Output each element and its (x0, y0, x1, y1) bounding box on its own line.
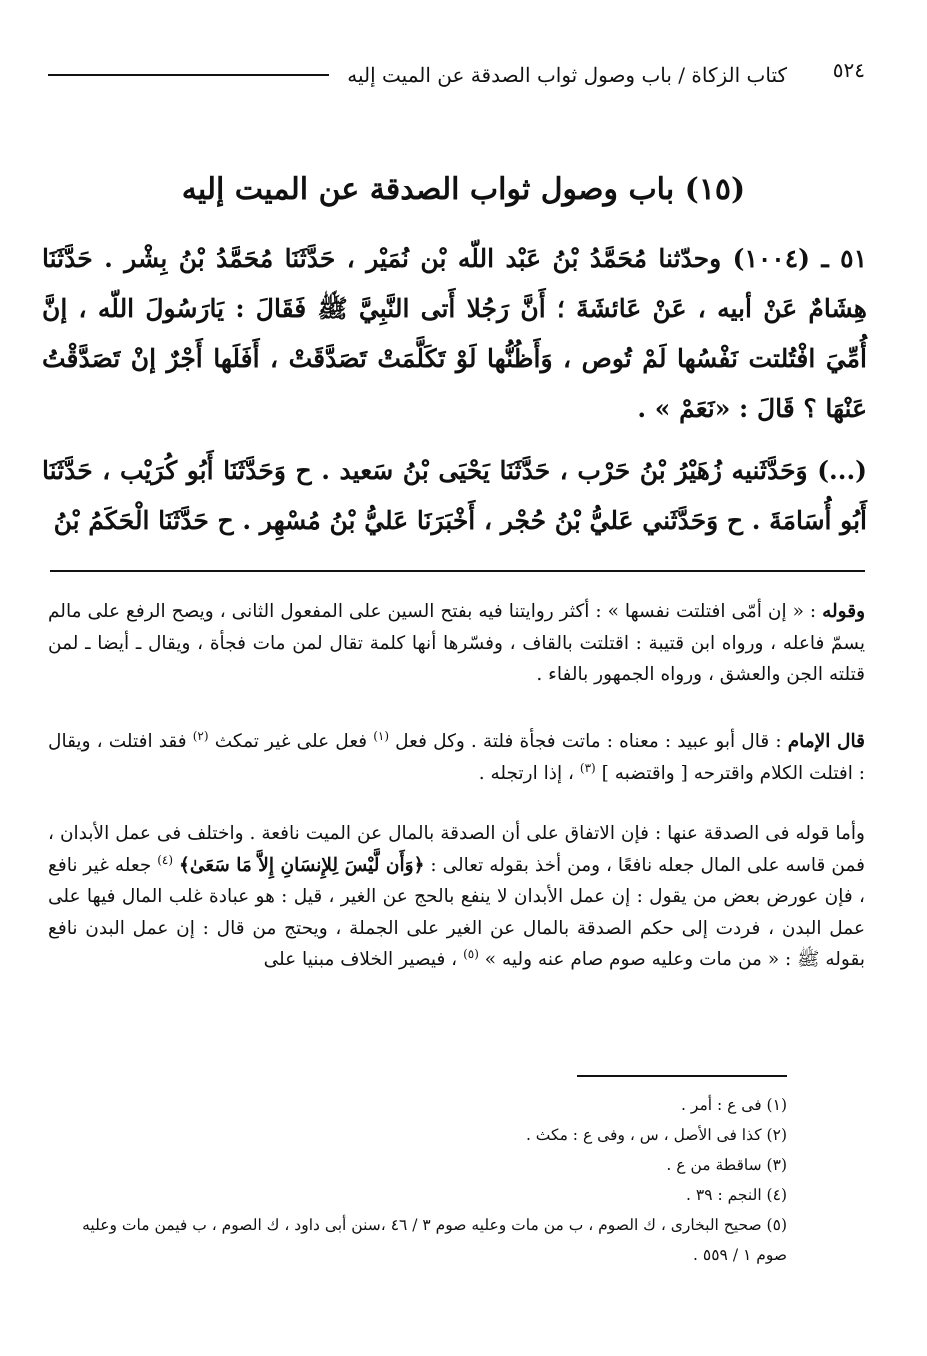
commentary-text: ، إذا ارتجله . (478, 762, 574, 784)
commentary-text: : قال أبو عبيد : معناه : ماتت فجأة فلتة . وكل فعل (395, 731, 782, 752)
hadith-text: ٥١ ـ (١٠٠٤) وحدّثنا مُحَمَّدُ بْنُ عَبْد اللّه بْن نُمَيْر ، حَدَّثَنَا مُحَمَّدُ بْنُ بِشْر . حَدَّثَنَا هِشَامٌ عَنْ أبيه ، عَنْ عَائشَةَ ؛ أَنَّ رَجُلا أَتى النَّبِيَّ ﷺ فَقَالَ : يَارَسُولَ اللّه ، إنَّ أُمِّيَ افْتُلتت نَفْسُها لَمْ تُوص ، وَأَظُنُّها لَوْ تَكَلَّمَتْ تَصَدَّقَتْ ، أَفَلَها أَجْرٌ إنْ تَصَدَّقْتُ عَنْهَا ؟ قَالَ : «نَعَمْ » . (42, 244, 868, 423)
commentary-paragraph (48, 596, 865, 691)
footnote-ref[interactable]: (٤) (157, 852, 174, 867)
commentary-lead: قال الإمام (787, 731, 865, 752)
running-header (30, 58, 787, 92)
header-rule (48, 74, 329, 76)
text-divider (50, 570, 865, 572)
footnote-ref[interactable]: (٣) (579, 760, 596, 775)
footnote: (٢) كذا فى الأصل ، س ، وفى ع : مكث . (525, 1126, 787, 1144)
commentary-paragraph (48, 818, 865, 976)
footnote: (١) فى ع : أمر . (681, 1096, 787, 1114)
footnote: (٣) ساقطة من ع . (666, 1156, 787, 1174)
commentary-text: : « إن أمّى افتلتت نفسها » : أكثر روايتنا فيه بفتح السين على المفعول الثانى ، ويصح الرفع على مالم يسمّ فاعله ، ورواه ابن قتيبة : اقتلتت بالقاف ، وفسّرها أنها كلمة تقال لمن مات فجأة ، ويقال ـ أيضا ـ لمن قتلته الجن والعشق ، ورواه الجمهور بالفاء . (48, 601, 865, 685)
page-number: ٥٢٤ (832, 58, 865, 82)
commentary-lead: وقوله (822, 601, 865, 622)
footnote-ref[interactable]: (٥) (463, 946, 479, 961)
footnote-divider (577, 1075, 787, 1077)
chapter-title: (١٥) باب وصول ثواب الصدقة عن الميت إليه (181, 172, 746, 207)
commentary-text: وأما قوله فى الصدقة عنها : فإن الاتفاق على أن الصدقة بالمال عن الميت نافعة . واختلف فى عمل الأبدان ، فمن قاسه على المال جعله نافعًا ، ومن أخذ بقوله تعالى : (48, 823, 865, 876)
commentary-text: فعل على غير تمكث (214, 731, 368, 752)
commentary-paragraph (48, 726, 865, 789)
hadith-chain-text: (...) وَحَدَّثَنيه زُهَيْرُ بْنُ حَرْب ، حَدَّثَنَا يَحْيَى بْنُ سَعيد . ح وَحَدَّثَنَا أَبُو كُرَيْب ، حَدَّثَنَا أَبُو أُسَامَةَ . ح وَحَدَّثَني عَليُّ بْنُ حُجْر ، أَخْبَرَنَا عَليُّ بْنُ مُسْهِر . ح حَدَّثَنَا الْحَكَمُ بْنُ (42, 456, 867, 535)
quran-verse: ﴿وَأَن لَّيْسَ لِلإِنسَانِ إِلاَّ مَا سَعَىٰ﴾ (179, 854, 425, 876)
commentary-text: جعله غير نافع ، فإن عورض بعض من يقول : إن عمل الأبدان لا ينفع بالحج عن الغير ، قيل : هو عبادة غلب المال فيها على عمل البدن ، فردت إلى حكم الصدقة بالمال عن الغير على الجملة ، ويحتج من قال : إن عمل البدن نافع بقوله ﷺ : « من مات وعليه صوم صام عنه وليه » (48, 854, 865, 970)
footnote: (٥) صحيح البخارى ، ك الصوم ، ب من مات وعليه صوم ٣ / ٤٦ ،سنن أبى داود ، ك الصوم ، ب فيمن مات وعليه صوم ١ / ٥٥٩ . (82, 1216, 787, 1264)
footnote-ref[interactable]: (١) (373, 728, 390, 743)
footnote: (٤) النجم : ٣٩ . (686, 1186, 787, 1204)
running-title: كتاب الزكاة / باب وصول ثواب الصدقة عن الميت إليه (347, 63, 787, 87)
footnote-ref[interactable]: (٢) (192, 728, 209, 743)
footnotes-list (48, 1090, 787, 1270)
commentary-text: فقد افتلت ، ويقال : افتلت الكلام واقترحه [ واقتضبه ] (48, 731, 865, 784)
commentary-text: ، فيصير الخلاف مبنيا على (263, 949, 458, 970)
